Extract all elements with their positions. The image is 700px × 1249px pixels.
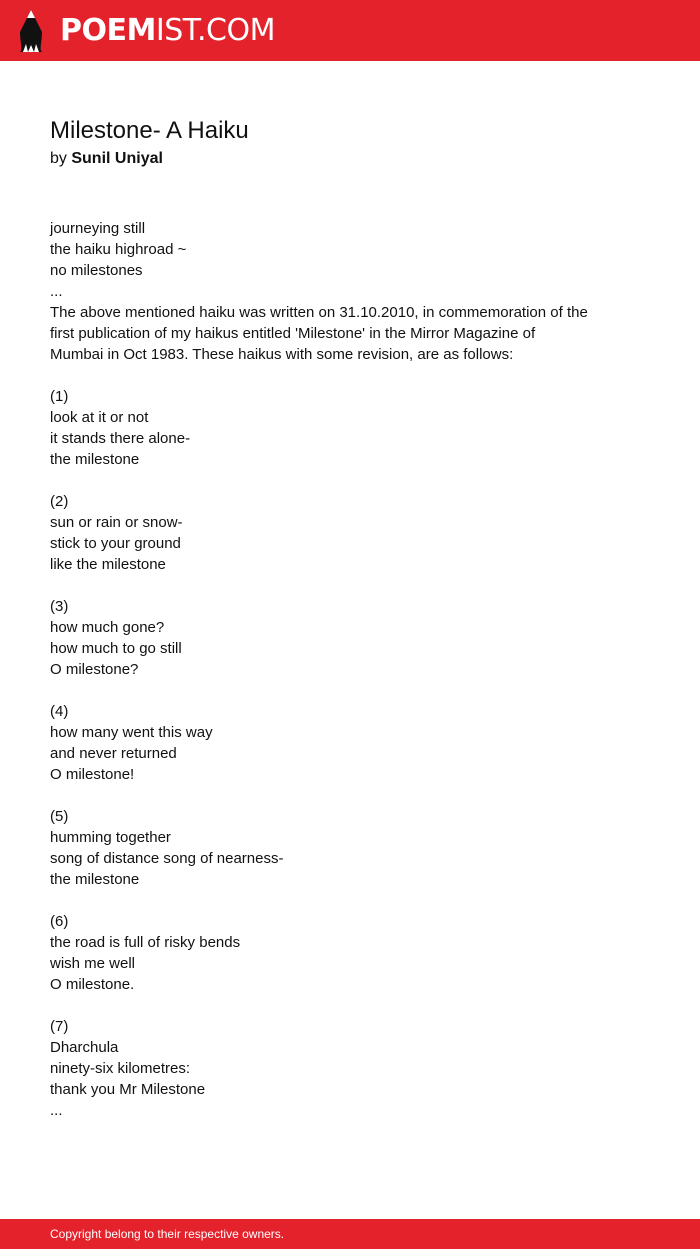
site-footer [0, 1219, 700, 1249]
logo-wordmark [60, 8, 275, 54]
byline-prefix: by [50, 150, 67, 167]
poem-title: Milestone- A Haiku [50, 117, 249, 144]
poem-byline [50, 149, 650, 169]
poem-author: Sunil Uniyal [71, 150, 163, 167]
site-logo-link[interactable] [16, 8, 275, 54]
pencil-logo-icon [16, 8, 46, 54]
logo-text-bold: POEM [60, 13, 156, 48]
poem-body: journeying still the haiku highroad ~ no milestones ... The above mentioned haiku was written on 31.10.2010, in commemoration of the first publication of my haikus entitled 'Milestone' in the Mirror Magazine of Mumbai in Oct 1983. These haikus with some revision, are as follows: (1) look at it or not it stands there alone- the milestone (2) sun or rain or snow- stick to your ground like the milestone (3) how much gone? how much to go still O milestone? (4) how many went this way and never returned O milestone! (5) humming together song of distance song of nearness- the milestone (6) the road is full of risky bends wish me well O milestone. (7) Dharchula ninety-six kilometres: thank you Mr Milestone ... [50, 220, 588, 1119]
logo-text-light: IST.COM [155, 13, 275, 48]
poem-content [50, 116, 650, 1121]
site-header [0, 0, 700, 61]
copyright-text: Copyright belong to their respective owners. [50, 1227, 285, 1241]
